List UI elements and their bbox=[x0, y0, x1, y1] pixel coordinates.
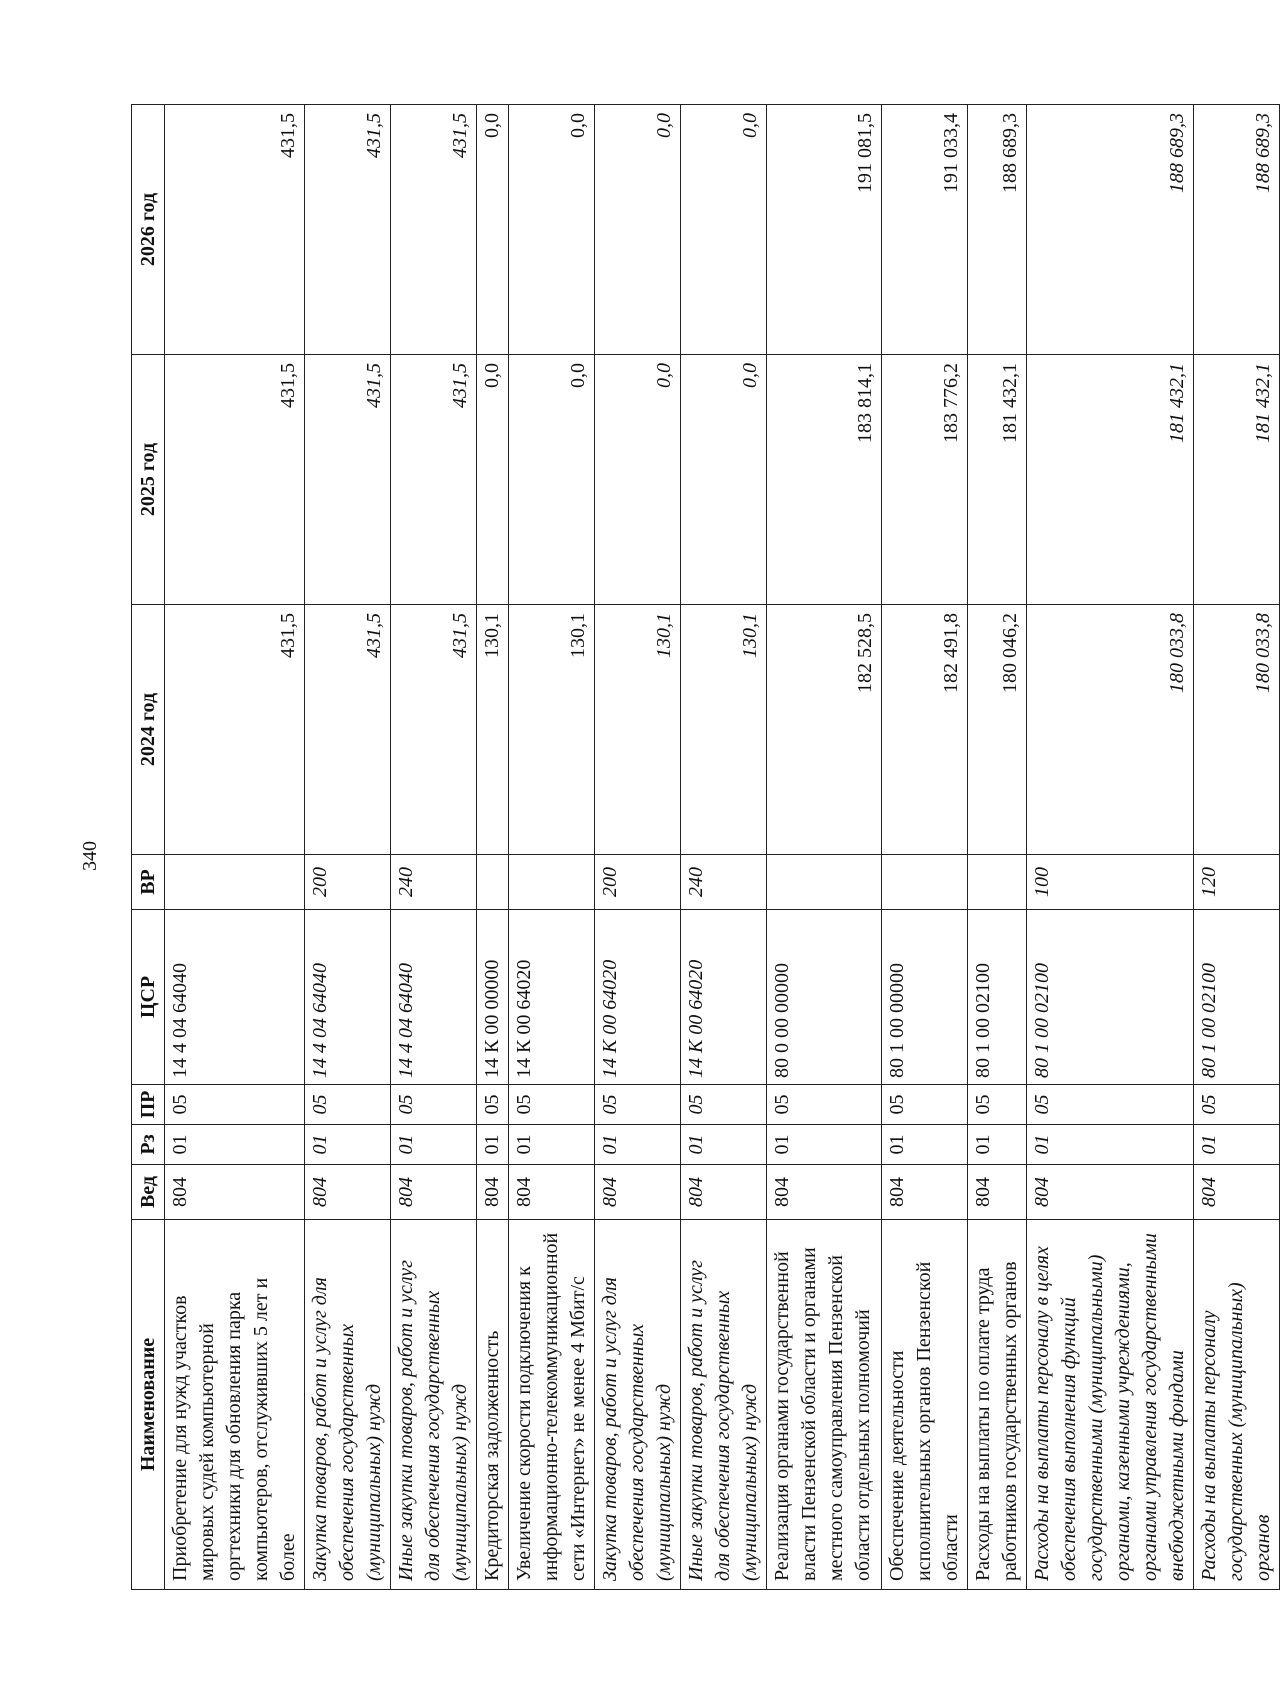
row-2024: 431,5 bbox=[305, 605, 391, 855]
row-rz: 01 bbox=[1194, 1125, 1280, 1165]
table-row bbox=[1194, 105, 1280, 1590]
row-rz: 01 bbox=[882, 1125, 968, 1165]
budget-table bbox=[131, 104, 1280, 1590]
row-2024: 431,5 bbox=[391, 605, 477, 855]
row-2025: 0,0 bbox=[595, 355, 681, 605]
table-row bbox=[767, 105, 882, 1590]
row-rz: 01 bbox=[165, 1125, 305, 1165]
row-2024: 130,1 bbox=[477, 605, 509, 855]
row-rz: 01 bbox=[391, 1125, 477, 1165]
row-vr bbox=[882, 855, 968, 910]
table-row bbox=[391, 105, 477, 1590]
row-ved: 804 bbox=[1027, 1165, 1194, 1220]
row-name: Кредиторская задолженность bbox=[477, 1220, 509, 1590]
row-2026: 0,0 bbox=[509, 105, 595, 355]
row-rz: 01 bbox=[595, 1125, 681, 1165]
table-row bbox=[509, 105, 595, 1590]
row-csr: 14 4 04 64040 bbox=[305, 910, 391, 1085]
row-vr bbox=[767, 855, 882, 910]
row-csr: 80 1 00 02100 bbox=[1027, 910, 1194, 1085]
row-2025: 181 432,1 bbox=[1194, 355, 1280, 605]
table-row bbox=[595, 105, 681, 1590]
row-2025: 183 814,1 bbox=[767, 355, 882, 605]
table-row bbox=[882, 105, 968, 1590]
row-vr: 100 bbox=[1027, 855, 1194, 910]
row-2026: 191 033,4 bbox=[882, 105, 968, 355]
header-2024: 2024 год bbox=[132, 605, 165, 855]
row-ved: 804 bbox=[509, 1165, 595, 1220]
table-header-row bbox=[132, 105, 165, 1590]
row-vr: 200 bbox=[305, 855, 391, 910]
row-2026: 188 689,3 bbox=[968, 105, 1027, 355]
row-2024: 130,1 bbox=[681, 605, 767, 855]
row-ved: 804 bbox=[1194, 1165, 1280, 1220]
row-csr: 80 1 00 00000 bbox=[882, 910, 968, 1085]
row-name: Увеличение скорости подключения к информационно-телекоммуникационной сети «Интернет» не менее 4 Мбит/с bbox=[509, 1220, 595, 1590]
row-2024: 130,1 bbox=[595, 605, 681, 855]
row-name: Расходы на выплаты по оплате труда работников государственных органов bbox=[968, 1220, 1027, 1590]
row-ved: 804 bbox=[767, 1165, 882, 1220]
row-2024: 180 046,2 bbox=[968, 605, 1027, 855]
row-name: Расходы на выплаты персоналу государственных (муниципальных) органов bbox=[1194, 1220, 1280, 1590]
header-ved: Вед bbox=[132, 1165, 165, 1220]
header-name: Наименование bbox=[132, 1220, 165, 1590]
row-rz: 01 bbox=[681, 1125, 767, 1165]
table-row bbox=[968, 105, 1027, 1590]
row-csr: 14 4 04 64040 bbox=[391, 910, 477, 1085]
row-vr: 240 bbox=[391, 855, 477, 910]
row-2026: 431,5 bbox=[165, 105, 305, 355]
row-csr: 14 К 00 64020 bbox=[681, 910, 767, 1085]
row-2026: 0,0 bbox=[477, 105, 509, 355]
row-2025: 431,5 bbox=[165, 355, 305, 605]
row-name: Реализация органами государственной власти Пензенской области и органами местного самоуправления Пензенской области отдельных полномочий bbox=[767, 1220, 882, 1590]
rotated-table-wrapper bbox=[131, 105, 1274, 1590]
row-ved: 804 bbox=[681, 1165, 767, 1220]
row-vr: 120 bbox=[1194, 855, 1280, 910]
row-pr: 05 bbox=[1194, 1085, 1280, 1125]
row-rz: 01 bbox=[767, 1125, 882, 1165]
row-2024: 182 528,5 bbox=[767, 605, 882, 855]
row-name: Иные закупки товаров, работ и услуг для обеспечения государственных (муниципальных) нужд bbox=[681, 1220, 767, 1590]
row-pr: 05 bbox=[968, 1085, 1027, 1125]
row-2025: 183 776,2 bbox=[882, 355, 968, 605]
row-ved: 804 bbox=[305, 1165, 391, 1220]
header-rz: Рз bbox=[132, 1125, 165, 1165]
row-2026: 191 081,5 bbox=[767, 105, 882, 355]
row-csr: 80 0 00 00000 bbox=[767, 910, 882, 1085]
table-row bbox=[165, 105, 305, 1590]
row-2026: 0,0 bbox=[681, 105, 767, 355]
row-2025: 181 432,1 bbox=[968, 355, 1027, 605]
row-csr: 14 К 00 00000 bbox=[477, 910, 509, 1085]
row-pr: 05 bbox=[305, 1085, 391, 1125]
row-name: Закупка товаров, работ и услуг для обеспечения государственных (муниципальных) нужд bbox=[595, 1220, 681, 1590]
row-pr: 05 bbox=[509, 1085, 595, 1125]
row-csr: 14 К 00 64020 bbox=[595, 910, 681, 1085]
row-ved: 804 bbox=[477, 1165, 509, 1220]
row-2024: 182 491,8 bbox=[882, 605, 968, 855]
row-2024: 180 033,8 bbox=[1194, 605, 1280, 855]
row-ved: 804 bbox=[968, 1165, 1027, 1220]
row-2025: 431,5 bbox=[391, 355, 477, 605]
row-csr: 14 К 00 64020 bbox=[509, 910, 595, 1085]
row-name: Закупка товаров, работ и услуг для обеспечения государственных (муниципальных) нужд bbox=[305, 1220, 391, 1590]
header-2025: 2025 год bbox=[132, 355, 165, 605]
table-row bbox=[477, 105, 509, 1590]
row-vr bbox=[509, 855, 595, 910]
header-csr: ЦСР bbox=[132, 910, 165, 1085]
row-name: Расходы на выплаты персоналу в целях обеспечения выполнения функций государственными (муниципальными) органами, казенными учреждениями, органами управления государственными внебюджетными фондами bbox=[1027, 1220, 1194, 1590]
table-row bbox=[681, 105, 767, 1590]
header-2026: 2026 год bbox=[132, 105, 165, 355]
row-2025: 431,5 bbox=[305, 355, 391, 605]
row-rz: 01 bbox=[1027, 1125, 1194, 1165]
row-pr: 05 bbox=[1027, 1085, 1194, 1125]
row-ved: 804 bbox=[391, 1165, 477, 1220]
table-row bbox=[305, 105, 391, 1590]
header-pr: ПР bbox=[132, 1085, 165, 1125]
row-rz: 01 bbox=[509, 1125, 595, 1165]
row-pr: 05 bbox=[767, 1085, 882, 1125]
table-row bbox=[1027, 105, 1194, 1590]
row-name: Иные закупки товаров, работ и услуг для обеспечения государственных (муниципальных) нужд bbox=[391, 1220, 477, 1590]
row-pr: 05 bbox=[477, 1085, 509, 1125]
row-2026: 0,0 bbox=[595, 105, 681, 355]
row-rz: 01 bbox=[305, 1125, 391, 1165]
row-rz: 01 bbox=[968, 1125, 1027, 1165]
row-2025: 0,0 bbox=[681, 355, 767, 605]
page-number: 340 bbox=[79, 841, 101, 871]
row-2026: 431,5 bbox=[391, 105, 477, 355]
row-ved: 804 bbox=[165, 1165, 305, 1220]
row-2026: 188 689,3 bbox=[1027, 105, 1194, 355]
row-2024: 431,5 bbox=[165, 605, 305, 855]
row-name: Приобретение для нужд участков мировых судей компьютерной оргтехники для обновления парка компьютеров, отслуживших 5 лет и более bbox=[165, 1220, 305, 1590]
row-2024: 130,1 bbox=[509, 605, 595, 855]
row-csr: 80 1 00 02100 bbox=[1194, 910, 1280, 1085]
row-pr: 05 bbox=[165, 1085, 305, 1125]
row-vr bbox=[477, 855, 509, 910]
row-2026: 188 689,3 bbox=[1194, 105, 1280, 355]
row-pr: 05 bbox=[882, 1085, 968, 1125]
row-2025: 0,0 bbox=[477, 355, 509, 605]
row-2026: 431,5 bbox=[305, 105, 391, 355]
row-pr: 05 bbox=[681, 1085, 767, 1125]
row-vr: 240 bbox=[681, 855, 767, 910]
row-pr: 05 bbox=[391, 1085, 477, 1125]
row-2025: 181 432,1 bbox=[1027, 355, 1194, 605]
row-2025: 0,0 bbox=[509, 355, 595, 605]
row-name: Обеспечение деятельности исполнительных органов Пензенской области bbox=[882, 1220, 968, 1590]
row-csr: 14 4 04 64040 bbox=[165, 910, 305, 1085]
row-ved: 804 bbox=[595, 1165, 681, 1220]
row-rz: 01 bbox=[477, 1125, 509, 1165]
row-ved: 804 bbox=[882, 1165, 968, 1220]
row-2024: 180 033,8 bbox=[1027, 605, 1194, 855]
row-csr: 80 1 00 02100 bbox=[968, 910, 1027, 1085]
row-pr: 05 bbox=[595, 1085, 681, 1125]
row-vr bbox=[968, 855, 1027, 910]
row-vr: 200 bbox=[595, 855, 681, 910]
header-vr: ВР bbox=[132, 855, 165, 910]
row-vr bbox=[165, 855, 305, 910]
